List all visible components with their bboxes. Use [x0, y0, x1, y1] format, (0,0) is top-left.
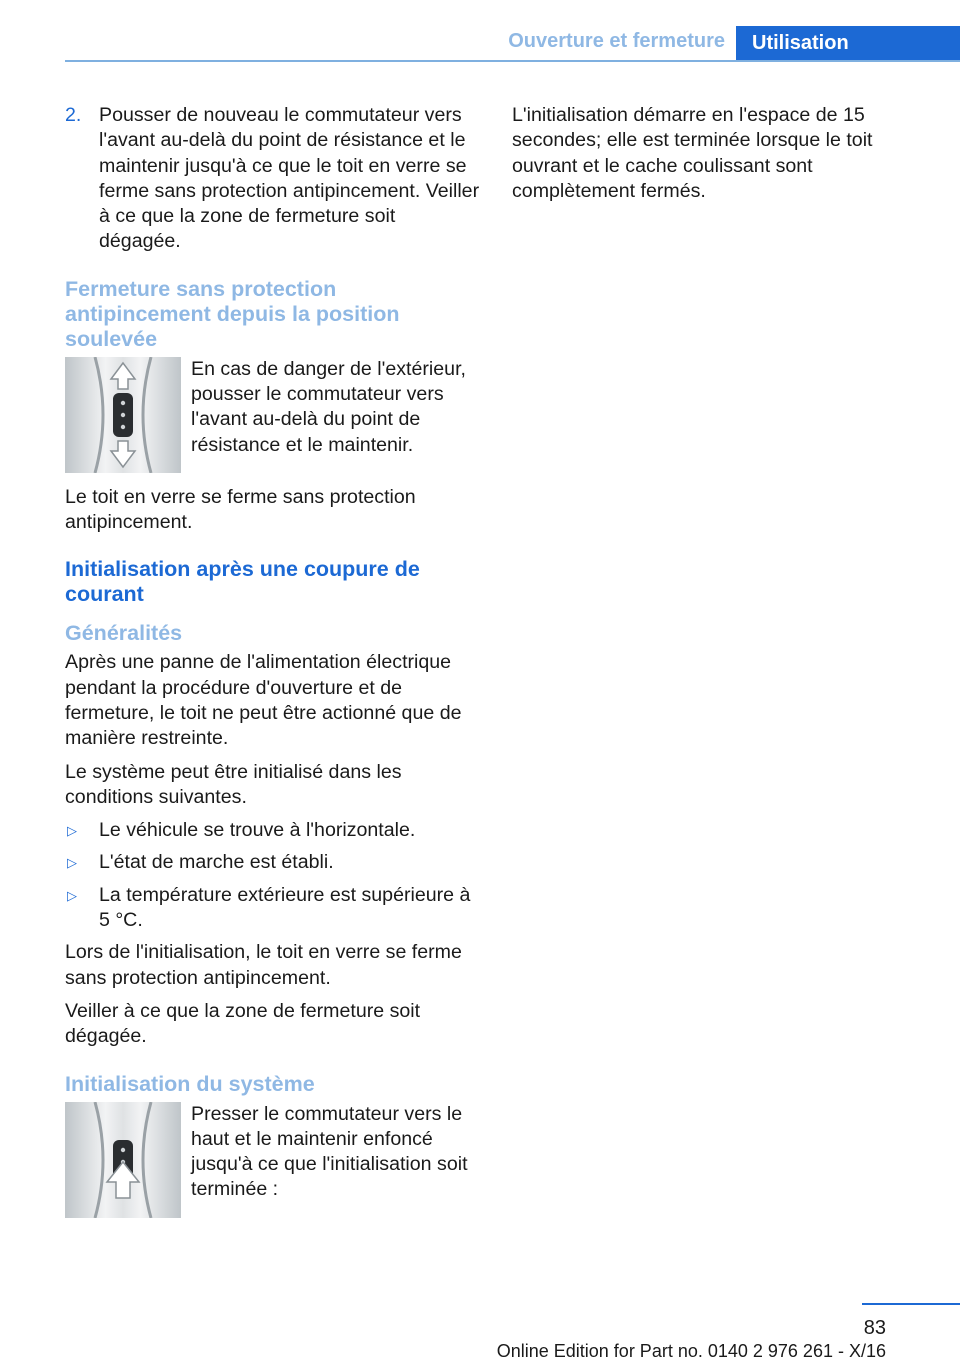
switch-push-forward-illustration — [65, 357, 181, 473]
paragraph-init-1: Lors de l'initialisation, le toit en verre se ferme sans protection antipincement. — [65, 941, 462, 989]
list-item-text: La température extérieure est supérieure à 5 °C. — [99, 883, 471, 932]
list-item — [65, 850, 480, 875]
list-item — [65, 818, 480, 843]
right-column — [512, 103, 912, 212]
heading-system-initialisation: Initialisation du système — [65, 1071, 315, 1096]
page-header — [65, 26, 960, 62]
header-section-title: Ouverture et fermeture — [508, 30, 725, 52]
paragraph-init-2: Veiller à ce que la zone de fermeture soit dégagée. — [65, 999, 421, 1048]
triangle-bullet-icon: ▷ — [67, 823, 77, 839]
step-2 — [65, 103, 480, 255]
figure-1-caption: En cas de danger de l'extérieur, pousser le commutateur vers l'avant au-delà du point de résistance et le maintenir. — [191, 357, 466, 456]
edition-note: Online Edition for Part no. 0140 2 976 261 - X/16 — [496, 1341, 886, 1361]
left-column — [65, 103, 480, 1230]
step-text: Pousser de nouveau le commutateur vers l'avant au-delà du point de résistance et le maintenir jusqu'à ce que le toit en verre se ferme sans protection antipincement. Veiller à ce que la zone de fermeture soit dégagée. — [99, 104, 480, 253]
step-number: 2. — [65, 104, 82, 126]
paragraph-close-result: Le toit en verre se ferme sans protection antipincement. — [65, 485, 416, 534]
heading-initialisation: Initialisation après une coupure de courant — [65, 557, 420, 607]
list-item-text: L'état de marche est établi. — [99, 851, 334, 874]
list-item-text: Le véhicule se trouve à l'horizontale. — [99, 819, 416, 842]
figure-switch-push-up — [65, 1102, 480, 1218]
paragraph-general-1: Après une panne de l'alimentation électrique pendant la procédure d'ouverture et de fermeture, le toit ne peut être actionné que de manière restreinte. — [65, 651, 462, 750]
triangle-bullet-icon: ▷ — [67, 887, 77, 903]
figure-switch-push-forward — [65, 357, 480, 473]
header-chapter-tab: Utilisation — [736, 26, 960, 62]
list-item — [65, 883, 480, 934]
paragraph-general-2: Le système peut être initialisé dans les conditions suivantes. — [65, 760, 402, 808]
switch-push-up-illustration — [65, 1102, 181, 1218]
header-rule — [65, 60, 960, 62]
paragraph-init-duration: L'initialisation démarre en l'espace de 15 secondes; elle est terminée lorsque le toit ouvrant et le cache coulissant sont complètement fermés. — [512, 104, 873, 202]
footer-rule — [862, 1303, 960, 1305]
triangle-bullet-icon: ▷ — [67, 855, 77, 871]
heading-close-without-protection: Fermeture sans protection antipincement depuis la position soulevée — [65, 276, 400, 351]
page-footer — [0, 1303, 960, 1363]
heading-general: Généralités — [65, 621, 183, 646]
page-number: 83 — [863, 1317, 886, 1339]
figure-2-caption: Presser le commutateur vers le haut et le maintenir enfoncé jusqu'à ce que l'initialisation soit terminée : — [191, 1102, 468, 1201]
